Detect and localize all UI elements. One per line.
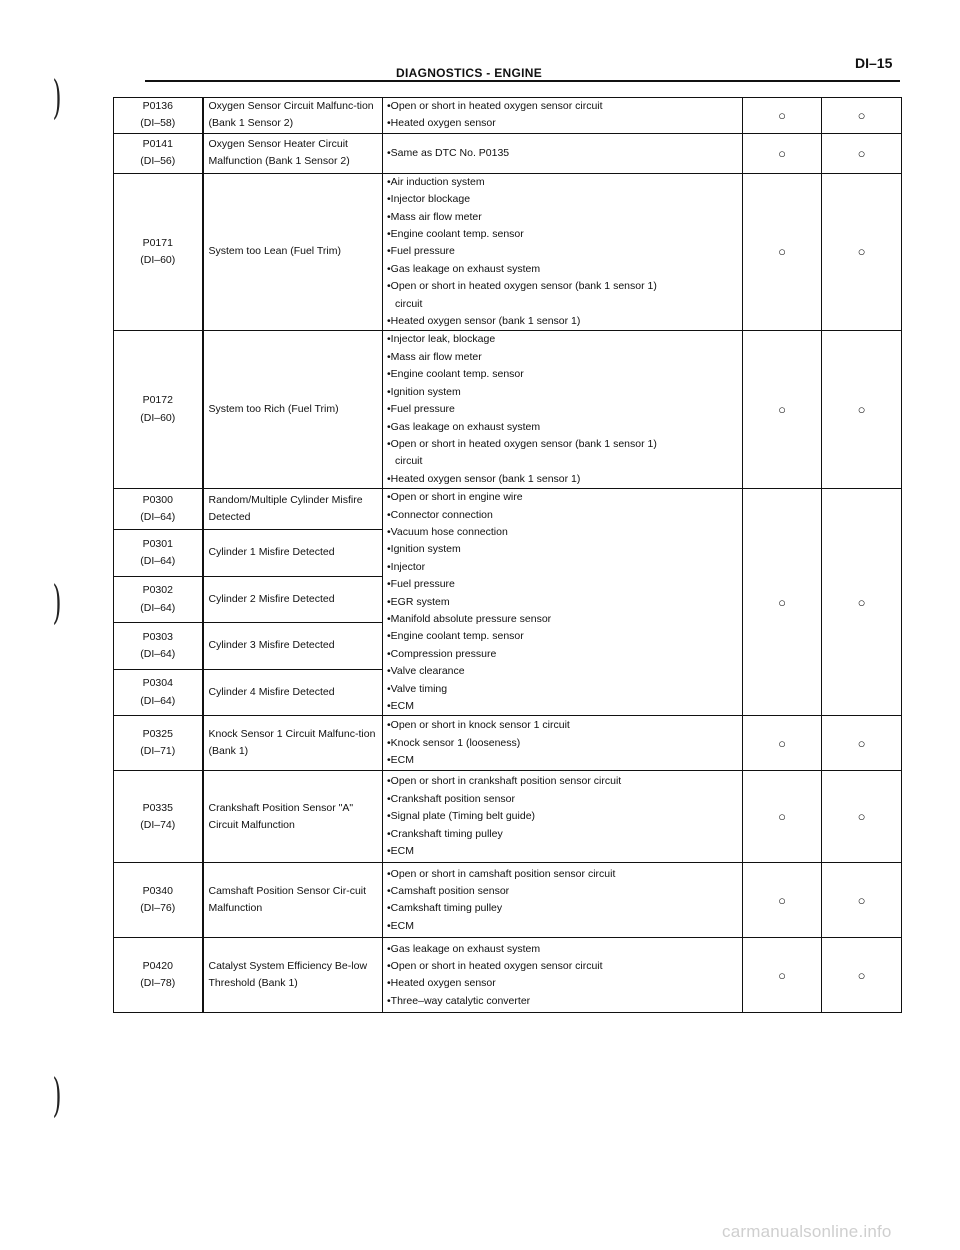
trouble-area-cell (383, 331, 743, 489)
trouble-item: •Camkshaft timing pulley (387, 902, 503, 915)
dtc-code-cell (114, 489, 203, 530)
trouble-item: •Same as DTC No. P0135 (387, 146, 510, 159)
table-row (114, 489, 902, 530)
trouble-item: •Gas leakage on exhaust system (387, 420, 541, 433)
mil-cell (743, 133, 822, 173)
trouble-item: •Knock sensor 1 (looseness) (387, 736, 521, 749)
dtc-code: P0335 (142, 801, 173, 814)
mil-mark: ○ (778, 967, 786, 983)
detection-item: System too Rich (Fuel Trim) (208, 403, 339, 416)
trouble-item: •Open or short in knock sensor 1 circuit (387, 719, 570, 732)
trouble-item: •Compression pressure (387, 647, 497, 660)
dtc-code: P0301 (142, 537, 173, 550)
memory-cell (822, 716, 902, 771)
binding-mark: ) (52, 575, 62, 629)
mil-cell (743, 489, 822, 716)
dtc-code: P0302 (142, 584, 173, 597)
mil-mark: ○ (778, 594, 786, 610)
dtc-code-cell (114, 669, 203, 716)
detection-item-cell (203, 530, 383, 576)
memory-mark: ○ (857, 809, 866, 825)
trouble-area-cell (383, 771, 743, 863)
trouble-item: •Air induction system (387, 175, 485, 188)
trouble-area-cell (383, 489, 743, 716)
binding-mark: ) (52, 1068, 62, 1122)
trouble-area-cell (383, 133, 743, 173)
mil-cell (743, 98, 822, 134)
dtc-code: P0303 (142, 630, 173, 643)
trouble-item: •Fuel pressure (387, 245, 455, 258)
dtc-code-cell (114, 173, 203, 331)
memory-cell (822, 489, 902, 716)
dtc-code: P0141 (142, 137, 173, 150)
memory-mark: ○ (857, 402, 866, 418)
mil-mark: ○ (778, 244, 786, 260)
mil-mark: ○ (778, 402, 786, 418)
trouble-item: •Open or short in engine wire (387, 491, 523, 504)
memory-cell (822, 863, 902, 938)
memory-cell (822, 331, 902, 489)
mil-cell (743, 863, 822, 938)
dtc-code-cell (114, 938, 203, 1013)
mil-cell (743, 938, 822, 1013)
mil-cell (743, 716, 822, 771)
table-row (114, 938, 902, 1013)
dtc-code: P0300 (142, 493, 173, 506)
dtc-code-cell (114, 771, 203, 863)
trouble-item: •Valve clearance (387, 665, 465, 678)
table-row (114, 133, 902, 173)
dtc-code: P0340 (142, 885, 173, 897)
table-row (114, 173, 902, 331)
trouble-item: •Three–way catalytic converter (387, 994, 531, 1007)
table-row (114, 98, 902, 134)
dtc-code: P0325 (142, 728, 173, 740)
trouble-item: •Signal plate (Timing belt guide) (387, 810, 536, 823)
memory-mark: ○ (857, 892, 866, 908)
trouble-item: •Camshaft position sensor (387, 885, 510, 897)
dtc-reference: (DI–58) (140, 117, 176, 130)
detection-item-cell (203, 938, 383, 1013)
memory-mark: ○ (857, 594, 866, 610)
dtc-code: P0136 (142, 100, 173, 112)
detection-item: Cylinder 1 Misfire Detected (208, 546, 335, 559)
trouble-item: •Open or short in heated oxygen sensor circuit (387, 960, 603, 972)
detection-item-cell (203, 863, 383, 938)
detection-item-cell (203, 489, 383, 530)
dtc-reference: (DI–78) (140, 977, 176, 990)
trouble-item: •Crankshaft timing pulley (387, 827, 503, 840)
trouble-item: •EGR system (387, 595, 450, 608)
dtc-reference: (DI–60) (140, 254, 176, 267)
table-row (114, 716, 902, 771)
mil-mark: ○ (778, 735, 786, 751)
detection-item: Knock Sensor 1 Circuit Malfunc-tion (Bank 1) (208, 728, 376, 758)
trouble-item: •Heated oxygen sensor (bank 1 sensor 1) (387, 472, 581, 485)
detection-item: Cylinder 4 Misfire Detected (208, 685, 335, 698)
trouble-item: •Engine coolant temp. sensor (387, 630, 524, 643)
trouble-item: •Fuel pressure (387, 403, 455, 416)
binding-mark: ) (52, 70, 62, 124)
dtc-reference: (DI–64) (140, 511, 176, 524)
dtc-code-cell (114, 716, 203, 771)
trouble-item: •ECM (387, 845, 415, 858)
detection-item-cell (203, 173, 383, 331)
trouble-item: •Gas leakage on exhaust system (387, 262, 541, 275)
trouble-item: •Open or short in heated oxygen sensor (bank 1 sensor 1) (387, 280, 657, 293)
memory-cell (822, 133, 902, 173)
memory-mark: ○ (857, 107, 866, 123)
dtc-reference: (DI–74) (140, 818, 176, 831)
detection-item-cell (203, 576, 383, 622)
detection-item: System too Lean (Fuel Trim) (208, 245, 341, 258)
dtc-code-cell (114, 576, 203, 622)
trouble-item: •Heated oxygen sensor (387, 977, 496, 990)
trouble-item: •Heated oxygen sensor (387, 117, 496, 130)
trouble-item: •Vacuum hose connection (387, 525, 508, 538)
mil-cell (743, 173, 822, 331)
trouble-item: •Mass air flow meter (387, 350, 482, 363)
dtc-code-cell (114, 530, 203, 576)
dtc-reference: (DI–56) (140, 155, 176, 168)
table-row (114, 771, 902, 863)
dtc-code-cell (114, 98, 203, 134)
mil-mark: ○ (778, 107, 786, 123)
dtc-reference: (DI–71) (140, 745, 176, 758)
memory-cell (822, 771, 902, 863)
detection-item: Oxygen Sensor Circuit Malfunc-tion (Bank 1 Sensor 2) (208, 100, 374, 130)
trouble-item: •Open or short in camshaft position sensor circuit (387, 867, 616, 880)
dtc-reference: (DI–60) (140, 411, 176, 424)
trouble-item: •Valve timing (387, 682, 448, 695)
trouble-area-cell (383, 173, 743, 331)
trouble-item: •Injector leak, blockage (387, 333, 496, 346)
trouble-item: •Engine coolant temp. sensor (387, 228, 524, 241)
memory-cell (822, 173, 902, 331)
dtc-code-cell (114, 331, 203, 489)
dtc-reference: (DI–76) (140, 902, 176, 915)
memory-cell (822, 938, 902, 1013)
detection-item-cell (203, 669, 383, 716)
memory-mark: ○ (857, 967, 866, 983)
trouble-item: •Open or short in crankshaft position sensor circuit (387, 775, 622, 788)
trouble-item: •Ignition system (387, 385, 461, 398)
trouble-item: •ECM (387, 754, 415, 767)
section-title: DIAGNOSTICS - ENGINE (396, 66, 543, 80)
trouble-item: •ECM (387, 700, 415, 712)
trouble-item: circuit (395, 297, 423, 310)
detection-item-cell (203, 771, 383, 863)
trouble-item: •ECM (387, 919, 415, 932)
mil-cell (743, 771, 822, 863)
detection-item-cell (203, 133, 383, 173)
mil-cell (743, 331, 822, 489)
trouble-item: •Fuel pressure (387, 578, 455, 591)
trouble-item: •Engine coolant temp. sensor (387, 368, 524, 381)
dtc-reference: (DI–64) (140, 694, 176, 707)
detection-item: Random/Multiple Cylinder Misfire Detected (208, 493, 363, 524)
detection-item-cell (203, 331, 383, 489)
dtc-code-cell (114, 623, 203, 669)
dtc-reference: (DI–64) (140, 648, 176, 661)
dtc-code: P0420 (142, 960, 173, 972)
table-row (114, 331, 902, 489)
memory-mark: ○ (857, 735, 866, 751)
trouble-item: •Heated oxygen sensor (bank 1 sensor 1) (387, 315, 581, 328)
detection-item: Cylinder 3 Misfire Detected (208, 639, 335, 652)
header-rule (145, 80, 900, 82)
dtc-table (113, 97, 902, 1013)
mil-mark: ○ (778, 145, 786, 161)
detection-item-cell (203, 98, 383, 134)
trouble-item: circuit (395, 455, 423, 468)
dtc-reference: (DI–64) (140, 601, 176, 614)
detection-item-cell (203, 716, 383, 771)
detection-item-cell (203, 623, 383, 669)
dtc-code-cell (114, 863, 203, 938)
page-number: DI–15 (855, 55, 893, 71)
mil-mark: ○ (778, 809, 786, 825)
trouble-item: •Ignition system (387, 543, 461, 556)
trouble-area-cell (383, 98, 743, 134)
watermark: carmanualsonline.info (722, 1222, 892, 1241)
trouble-item: •Mass air flow meter (387, 210, 482, 223)
dtc-code: P0172 (142, 394, 173, 407)
detection-item: Oxygen Sensor Heater Circuit Malfunction (Bank 1 Sensor 2) (208, 137, 350, 168)
dtc-code: P0171 (142, 236, 173, 249)
trouble-item: •Connector connection (387, 508, 493, 521)
trouble-item: •Open or short in heated oxygen sensor circuit (387, 100, 603, 112)
mil-mark: ○ (778, 892, 786, 908)
trouble-item: •Gas leakage on exhaust system (387, 942, 541, 955)
table-row (114, 863, 902, 938)
trouble-item: •Injector blockage (387, 193, 471, 206)
trouble-item: •Injector (387, 560, 426, 573)
trouble-area-cell (383, 863, 743, 938)
detection-item: Catalyst System Efficiency Be-low Threshold (Bank 1) (208, 960, 368, 990)
memory-cell (822, 98, 902, 134)
trouble-item: •Manifold absolute pressure sensor (387, 612, 552, 625)
detection-item: Camshaft Position Sensor Cir-cuit Malfunction (208, 885, 367, 915)
trouble-item: •Open or short in heated oxygen sensor (bank 1 sensor 1) (387, 437, 657, 450)
trouble-item: •Crankshaft position sensor (387, 792, 515, 805)
dtc-reference: (DI–64) (140, 555, 176, 568)
detection-item: Crankshaft Position Sensor "A" Circuit Malfunction (208, 801, 354, 831)
trouble-area-cell (383, 938, 743, 1013)
dtc-code: P0304 (142, 677, 173, 690)
trouble-area-cell (383, 716, 743, 771)
detection-item: Cylinder 2 Misfire Detected (208, 592, 335, 605)
memory-mark: ○ (857, 244, 866, 260)
dtc-code-cell (114, 133, 203, 173)
memory-mark: ○ (857, 145, 866, 161)
